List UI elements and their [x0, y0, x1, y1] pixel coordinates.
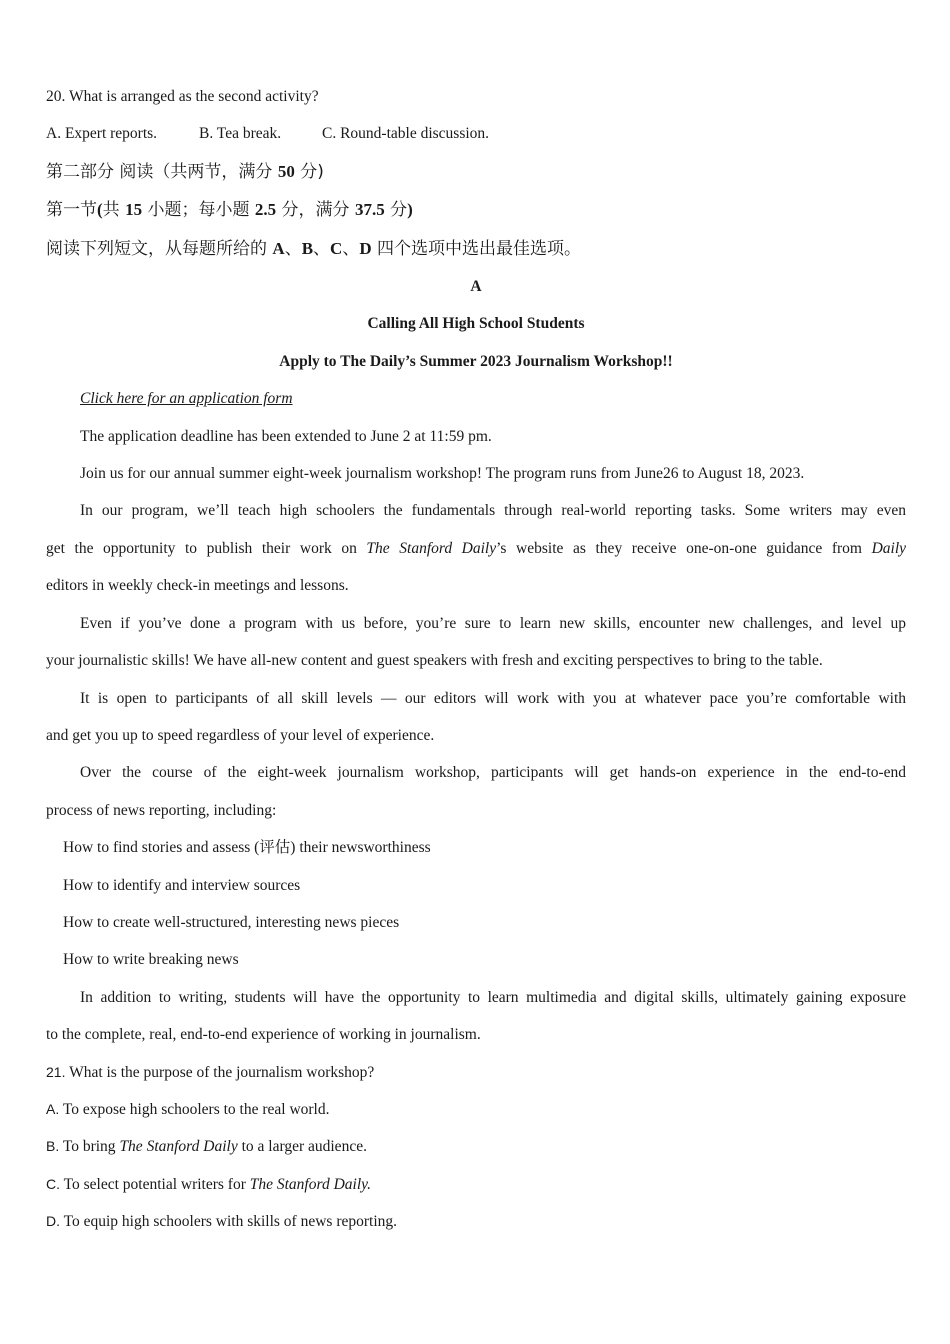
- passage-subtitle: Apply to The Daily’s Summer 2023 Journalism Workshop!!: [279, 352, 673, 370]
- open-paragraph-line-1: It is open to participants of all skill levels — our editors will work with you at whatever pace you’re comfortable with: [80, 689, 906, 707]
- question-21-option-a: A. To expose high schoolers to the real world.: [46, 1100, 330, 1118]
- addition-paragraph-line-2: to the complete, real, end-to-end experience of working in journalism.: [46, 1026, 481, 1044]
- option-a: A. Expert reports.: [46, 125, 158, 143]
- join-text: Join us for our annual summer eight-week journalism workshop! The program runs from June26 to August 18, 2023.: [80, 465, 805, 483]
- passage-title: Calling All High School Students: [367, 315, 585, 333]
- option-c: C. Round-table discussion.: [322, 125, 490, 143]
- course-paragraph-line-2: process of news reporting, including:: [46, 801, 277, 819]
- course-paragraph-line-1: Over the course of the eight-week journalism workshop, participants will get hands-on experience in the end-to-end: [80, 764, 906, 782]
- program-paragraph-line-3: editors in weekly check-in meetings and lessons.: [46, 577, 349, 595]
- question-21-stem: 21. What is the purpose of the journalism workshop?: [46, 1063, 375, 1081]
- application-form-link[interactable]: Click here for an application form: [80, 390, 293, 408]
- list-item: How to identify and interview sources: [63, 876, 301, 894]
- program-paragraph-line-2: get the opportunity to publish their work on The Stanford Daily’s website as they receive one-on-one guidance from Daily: [46, 539, 906, 557]
- part-heading: 第二部分 阅读（共两节，满分 50 分): [46, 161, 324, 182]
- section-heading: 第一节(共 15 小题；每小题 2.5 分，满分 37.5 分): [46, 200, 413, 221]
- question-20-options: [46, 115, 906, 152]
- option-b: B. Tea break.: [199, 125, 282, 143]
- even-paragraph-line-2: your journalistic skills! We have all-new content and guest speakers with fresh and exciting perspectives to bring to the table.: [46, 652, 823, 670]
- passage-letter: A: [470, 278, 482, 296]
- question-21-option-d: D. To equip high schoolers with skills of news reporting.: [46, 1213, 398, 1231]
- question-20-stem: 20. What is arranged as the second activity?: [46, 88, 319, 105]
- document-page: [46, 78, 906, 1241]
- instruction: 阅读下列短文，从每题所给的 A、B、C、D 四个选项中选出最佳选项。: [46, 238, 581, 259]
- even-paragraph-line-1: Even if you’ve done a program with us before, you’re sure to learn new skills, encounter new challenges, and level up: [80, 614, 906, 632]
- question-21-option-b: B. To bring The Stanford Daily to a larger audience.: [46, 1138, 367, 1156]
- question-21-option-c: C. To select potential writers for The Stanford Daily.: [46, 1175, 372, 1193]
- deadline-text: The application deadline has been extended to June 2 at 11:59 pm.: [80, 427, 492, 445]
- program-paragraph-line-1: In our program, we’ll teach high schoolers the fundamentals through real-world reporting tasks. Some writers may even: [80, 502, 906, 520]
- application-form-link-row: [46, 380, 906, 417]
- addition-paragraph-line-1: In addition to writing, students will have the opportunity to learn multimedia and digital skills, ultimately gaining exposure: [80, 988, 906, 1006]
- list-item: How to write breaking news: [63, 951, 239, 969]
- list-item: How to find stories and assess (评估) their newsworthiness: [63, 839, 431, 857]
- open-paragraph-line-2: and get you up to speed regardless of your level of experience.: [46, 726, 435, 744]
- list-item: How to create well-structured, interesting news pieces: [63, 913, 400, 931]
